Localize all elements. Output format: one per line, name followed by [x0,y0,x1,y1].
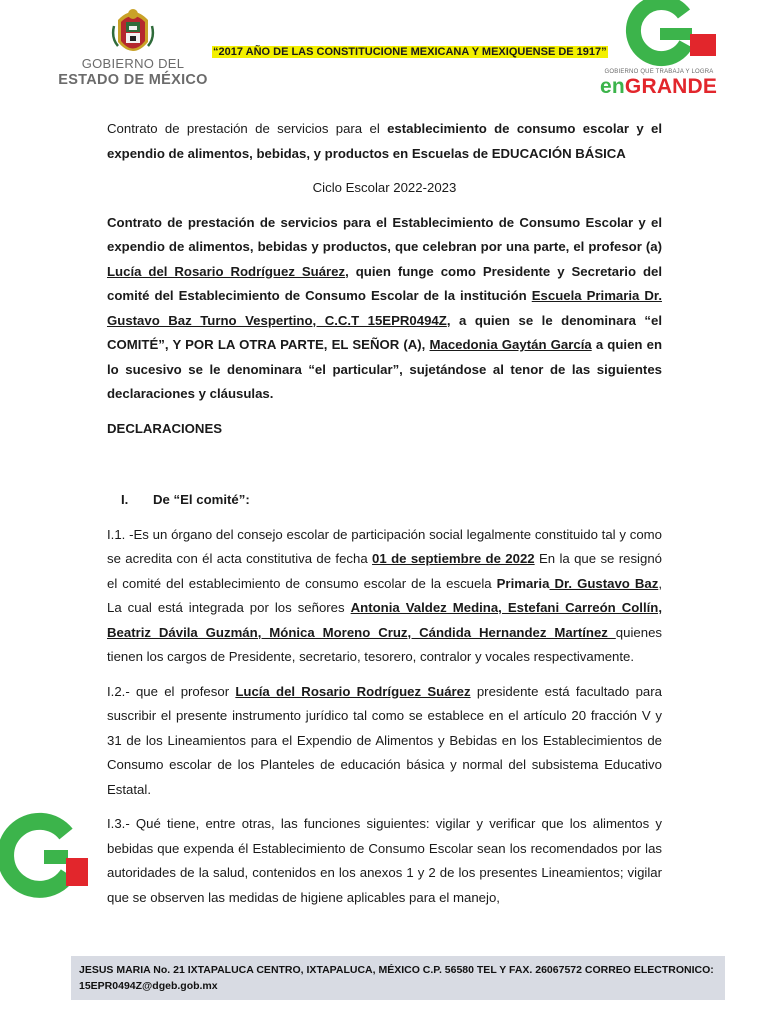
gobierno-estado-mexico-logo [58,6,208,94]
gov-line1: GOBIERNO DEL [81,56,185,71]
clause-i3: I.3.- Qué tiene, entre otras, las funciones siguientes: vigilar y verificar que los alimentos y bebidas que expenda él Establecimiento de Consumo Escolar sean los recomendados por las autoridades de la salud, contenidos en los anexos 1 y 2 de los presentes Lineamientos; vigilar que se observen las medidas de higiene aplicables para el manejo, [107,816,662,905]
coat-of-arms-icon [110,6,156,60]
g-logo-icon [598,0,720,68]
clause-i2: I.2.- que el profesor Lucía del Rosario Rodríguez Suárez presidente está facultado para suscribir el presente instrumento jurídico tal como se establece en el artículo 20 fracción V y 31 de los Lineamientos para el Expendio de Alimentos y Bebidas en los Establecimientos de Consumo escolar de los Planteles de educación básica y normal del subsistema Educativo Estatal. [107,683,662,797]
year-motto: “2017 AÑO DE LAS CONSTITUCIONE MEXICANA Y MEXIQUENSE DE 1917” [213,46,607,58]
section-heading: I. De “El comité”: [121,492,250,507]
engrande-wordmark: enGRANDE [600,75,718,98]
engrande-tagline: GOBIERNO QUE TRABAJA Y LOGRA [604,69,714,75]
contract-parties-paragraph: Contrato de prestación de servicios para el Establecimiento de Consumo Escolar y el expendio de alimentos, bebidas y productos, que celebran por una parte, el profesor (a) Lucía del Rosario Rodríguez Suárez, quien funge como Presidente y Secretario del comité del Establecimiento de Consumo Escolar de la institución Escuela Primaria Dr. Gustavo Baz Turno Vespertino, C.C.T 15EPR0494Z, a quien se le denominara “el COMITÉ”, Y POR LA OTRA PARTE, EL SEÑOR (A), Macedonia Gaytán García a quien en lo sucesivo se le denominara “el particular”, sujetándose al tenor de las siguientes declaraciones y cláusulas. [107,214,663,401]
contract-title-paragraph: Contrato de prestación de servicios para el establecimiento de consumo escolar y el expendio de alimentos, bebidas, y productos en Escuelas de EDUCACIÓN BÁSICA [107,121,662,161]
clause-i1: I.1. -Es un órgano del consejo escolar de participación social legalmente constituido tal y como se acredita con él acta constitutiva de fecha 01 de septiembre de 2022 En la que se resignó el comité del establecimiento de consumo escolar de la escuela Primaria Dr. Gustavo Baz, La cual está integrada por los señores Antonia Valdez Medina, Estefani Carreón Collín, Beatriz Dávila Guzmán, Mónica Moreno Cruz, Cándida Hernandez Martínez quienes tienen los cargos de Presidente, secretario, tesorero, contralor y vocales respectivamente. [107,526,663,664]
footer-address-bar [71,956,725,1000]
engrande-logo [598,0,720,100]
contract-body [107,117,662,920]
declaraciones-heading: DECLARACIONES [107,420,223,436]
footer-address: JESUS MARIA No. 21 IXTAPALUCA CENTRO, IXTAPALUCA, MÉXICO C.P. 56580 TEL Y FAX. 26067572 CORREO ELECTRONICO: 15EPR0494Z@dgeb.gob.mx [79,964,714,992]
gov-line2: ESTADO DE MÉXICO [58,72,208,88]
ciclo-escolar: Ciclo Escolar 2022-2023 [312,180,457,195]
g-watermark-icon [0,812,90,902]
